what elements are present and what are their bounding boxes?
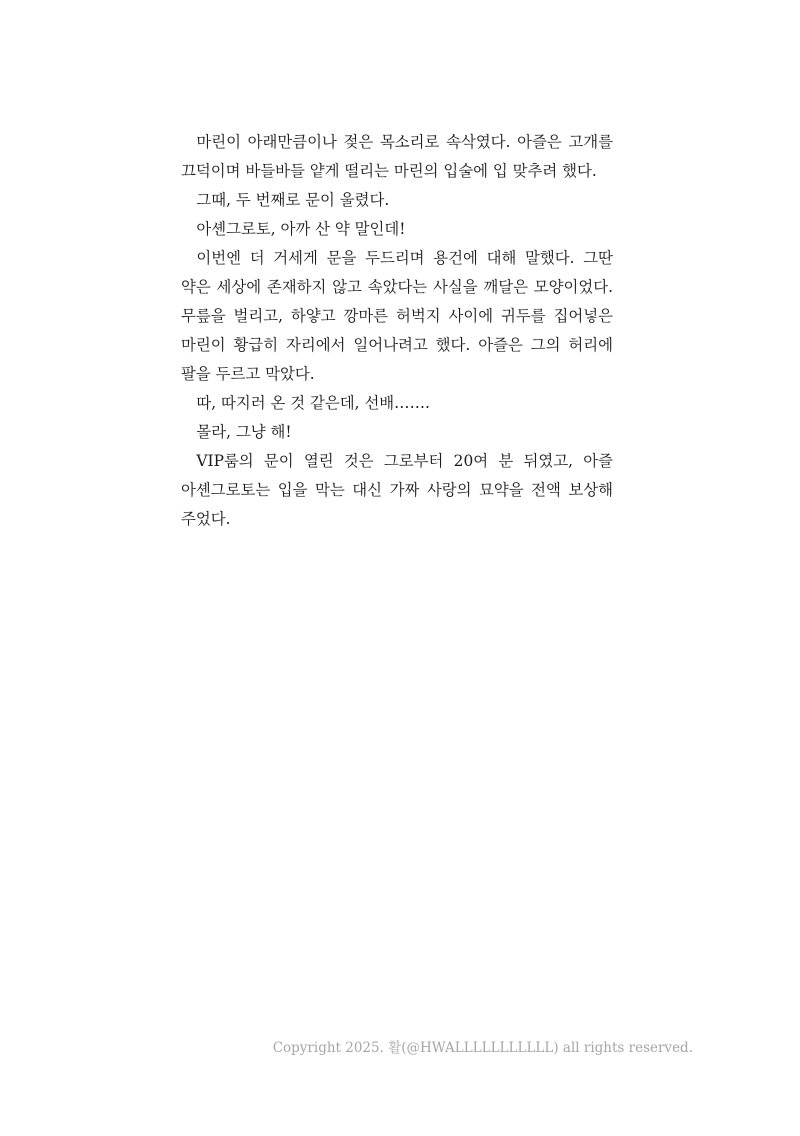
paragraph-7: VIP룸의 문이 열린 것은 그로부터 20여 분 뒤였고, 아즐 아셴그로토는 입을 막는 대신 가짜 사랑의 묘약을 전액 보상해 주었다. <box>181 452 613 528</box>
paragraph-4: 이번엔 더 거세게 문을 두드리며 용건에 대해 말했다. 그딴 약은 세상에 존재하지 않고 속았다는 사실을 깨달은 모양이었다. 무릎을 벌리고, 하얗고 깡마른 허벅지 사이에 귀두를 집어넣은 마린이 황급히 자리에서 일어나려고 했다. 아즐은 그의 허리에 팔을 두르고 막았다. <box>181 249 613 383</box>
paragraph-3: 아셴그로토, 아까 산 약 말인데! <box>196 220 406 238</box>
story-text <box>181 128 613 534</box>
paragraph-5: 따, 따지러 온 것 같은데, 선배……. <box>196 394 430 412</box>
copyright-footer: Copyright 2025. 활(@HWALLLLLLLLLLL) all rights reserved. <box>272 1040 693 1056</box>
paragraph-6: 몰라, 그냥 해! <box>196 423 292 441</box>
paragraph-2: 그때, 두 번째로 문이 울렸다. <box>196 191 390 209</box>
paragraph-1: 마린이 아래만큼이나 젖은 목소리로 속삭였다. 아즐은 고개를 끄덕이며 바들바들 얕게 떨리는 마린의 입술에 입 맞추려 했다. <box>181 133 613 180</box>
